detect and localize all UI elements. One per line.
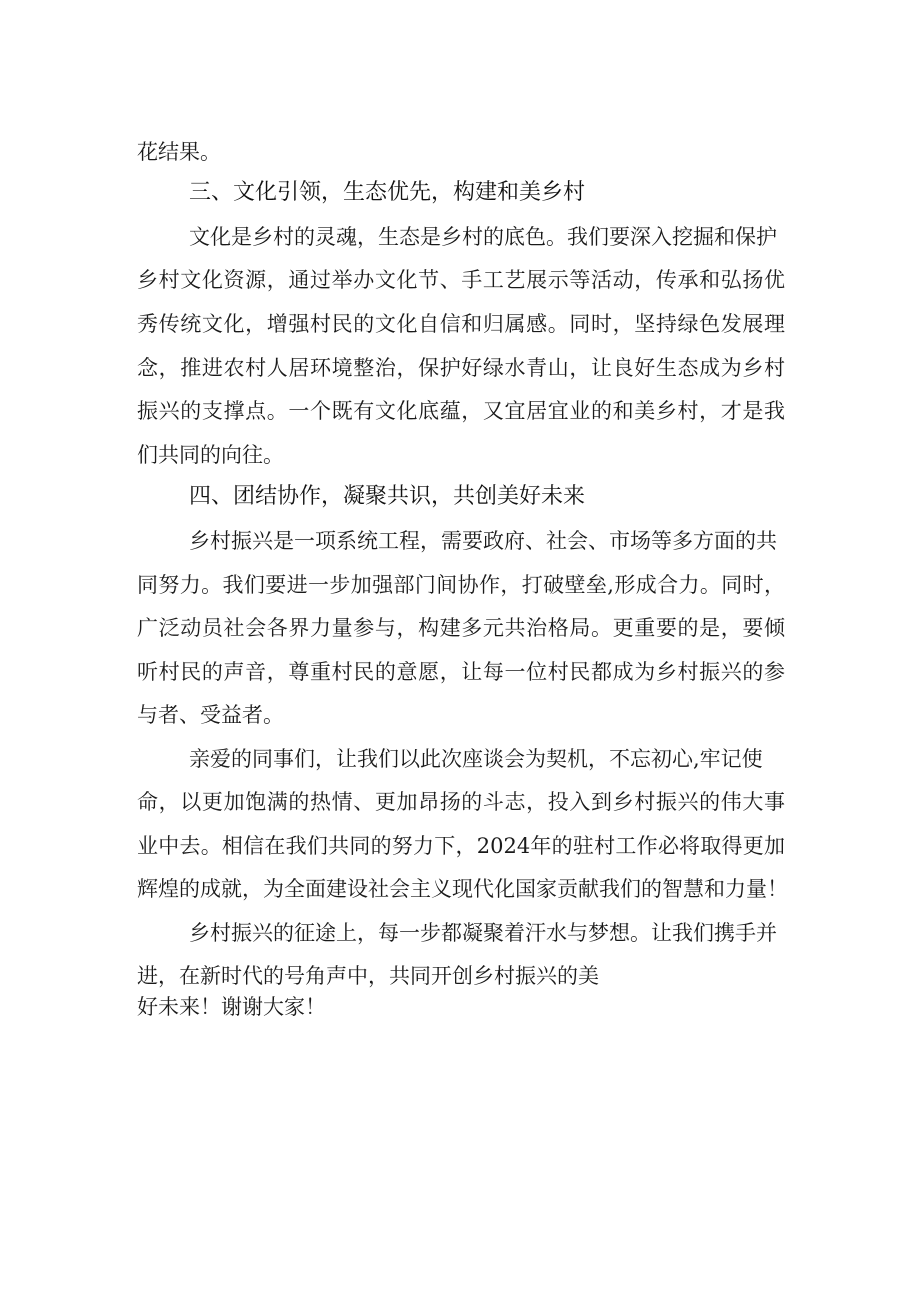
paragraph-line: 好未来！谢谢大家！ (137, 995, 326, 1019)
paragraph-line: 听村民的声音，尊重村民的意愿，让每一位村民都成为乡村振兴的参 (137, 660, 785, 684)
paragraph-line: 同努力。我们要进一步加强部门间协作，打破壁垒,形成合力。同时， (137, 573, 785, 597)
paragraph-line: 广泛动员社会各界力量参与，构建多元共治格局。更重要的是，要倾 (137, 616, 785, 640)
paragraph-line: 花结果。 (137, 140, 221, 164)
paragraph-line: 念，推进农村人居环境整治，保护好绿水青山，让良好生态成为乡村 (137, 356, 785, 380)
paragraph-line: 秀传统文化，增强村民的文化自信和归属感。同时，坚持绿色发展理 (137, 312, 785, 336)
paragraph-line: 振兴的支撑点。一个既有文化底蕴，又宜居宜业的和美乡村，才是我 (137, 399, 785, 423)
paragraph-line: 命，以更加饱满的热情、更加昂扬的斗志，投入到乡村振兴的伟大事 (137, 790, 785, 814)
paragraph-line: 进，在新时代的号角声中，共同开创乡村振兴的美 (137, 964, 599, 988)
paragraph-line: 乡村振兴是一项系统工程，需要政府、社会、市场等多方面的共 (189, 529, 777, 553)
paragraph-line: 乡村振兴的征途上，每一步都凝聚着汗水与梦想。让我们携手并 (189, 921, 777, 945)
paragraph-line: 与者、受益者。 (137, 703, 284, 727)
paragraph-line: 亲爱的同事们，让我们以此次座谈会为契机，不忘初心,牢记使 (189, 747, 763, 771)
paragraph-line: 文化是乡村的灵魂，生态是乡村的底色。我们要深入挖掘和保护 (189, 225, 777, 249)
section-heading-3: 三、文化引领，生态优先，构建和美乡村 (189, 180, 586, 205)
section-heading-4: 四、团结协作，凝聚共识，共创美好未来 (189, 484, 586, 509)
paragraph-line: 乡村文化资源，通过举办文化节、手工艺展示等活动，传承和弘扬优 (137, 268, 785, 292)
paragraph-line: 们共同的向往。 (137, 443, 284, 467)
paragraph-line: 业中去。相信在我们共同的努力下，2024年的驻村工作必将取得更加 (137, 834, 785, 858)
paragraph-line: 辉煌的成就，为全面建设社会主义现代化国家贡献我们的智慧和力量！ (137, 877, 788, 901)
